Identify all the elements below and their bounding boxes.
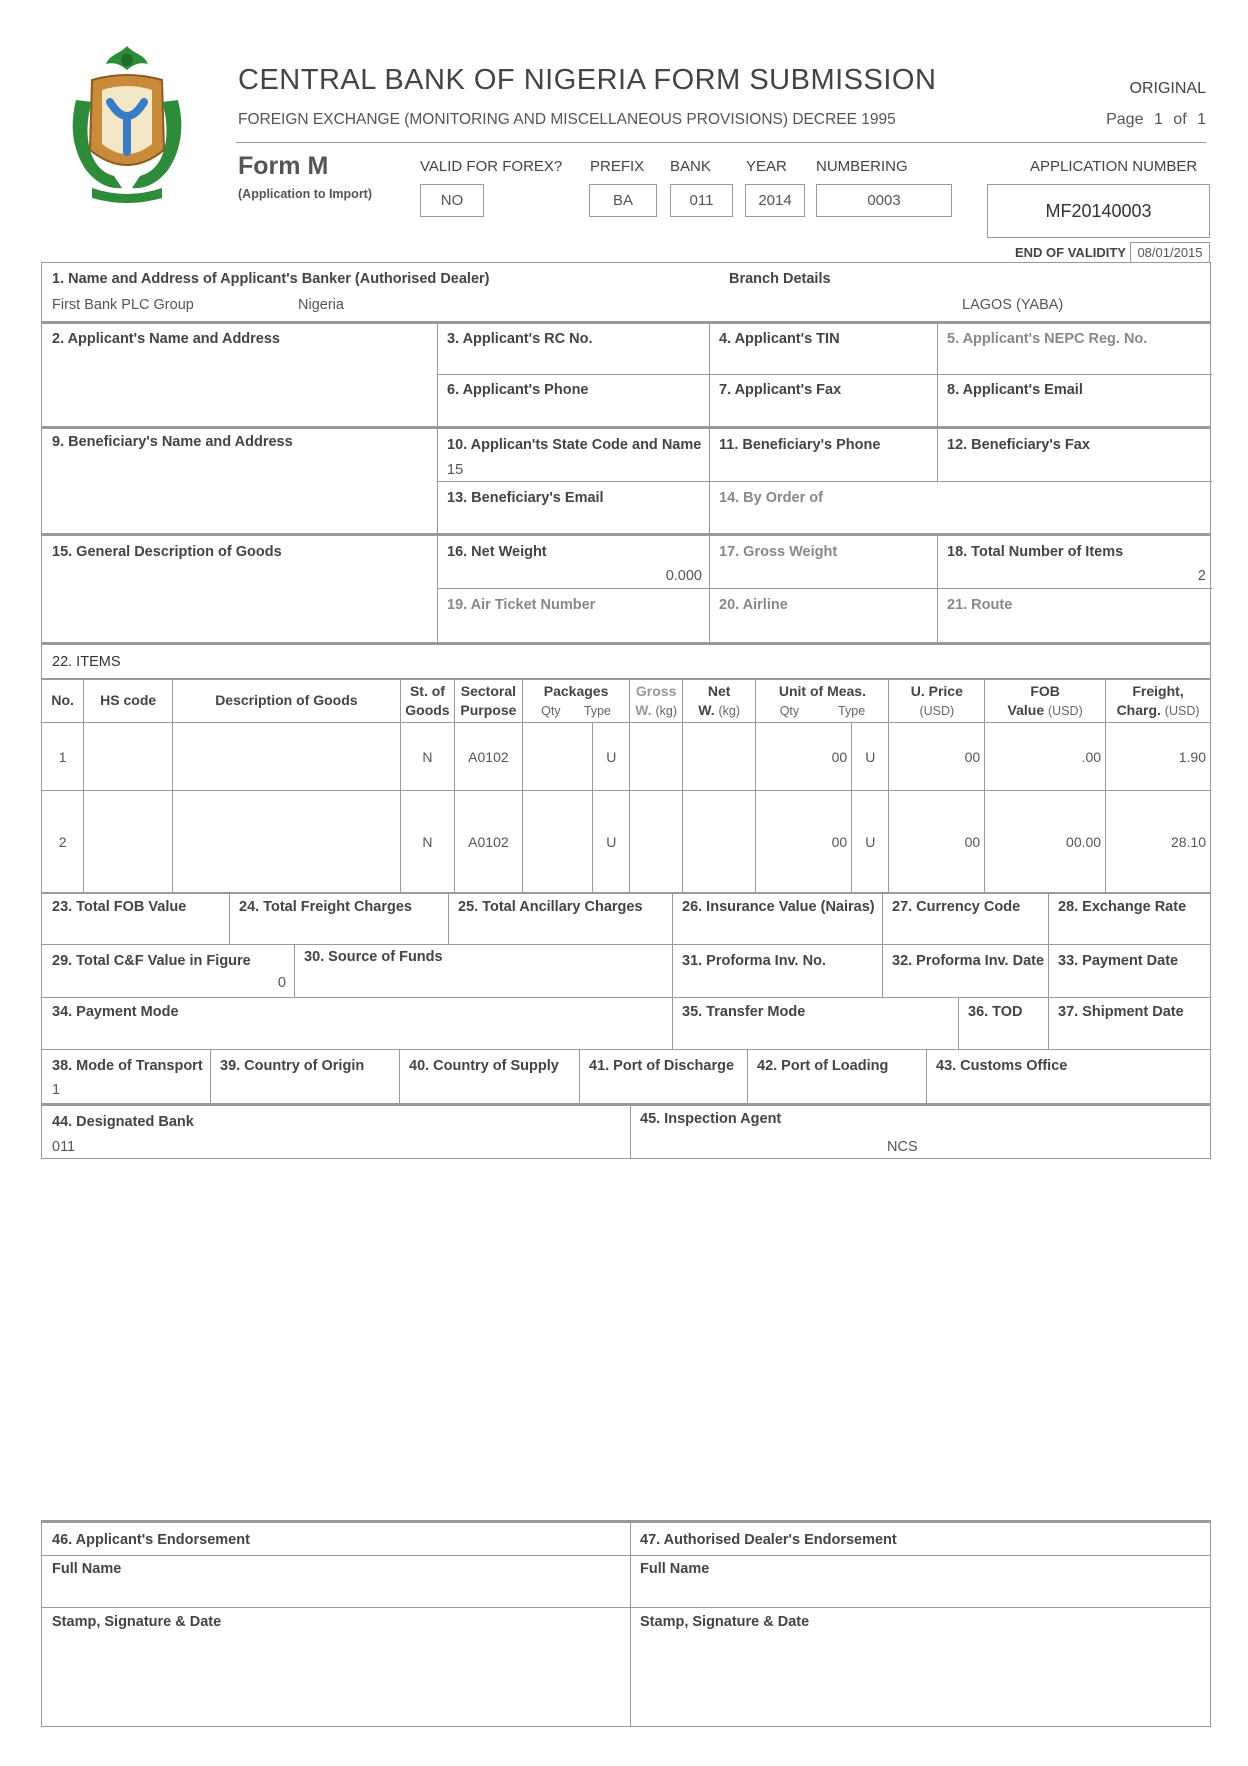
- col-gross-weight: Gross W. (kg): [630, 679, 682, 723]
- row-state: N: [400, 723, 454, 791]
- row-net-weight: [682, 723, 756, 791]
- valid-forex-label: VALID FOR FOREX?: [420, 158, 563, 175]
- items-section-header: [41, 642, 1211, 680]
- numbering-field: 0003: [816, 184, 952, 217]
- source-of-funds-label: 30. Source of Funds: [304, 949, 443, 965]
- banker-country: Nigeria: [298, 297, 344, 313]
- country-supply-label: 40. Country of Supply: [409, 1058, 559, 1074]
- tod-label: 36. TOD: [968, 1004, 1023, 1020]
- application-number-label: APPLICATION NUMBER: [1030, 158, 1198, 175]
- col-hs-code: HS code: [84, 679, 173, 723]
- inspection-agent-value: NCS: [887, 1139, 918, 1155]
- applicant-endorsement-label: 46. Applicant's Endorsement: [52, 1532, 250, 1548]
- branch-details-label: Branch Details: [729, 271, 831, 287]
- applicant-state-code: 15: [447, 462, 464, 478]
- applicant-section: [41, 321, 1211, 427]
- net-weight-value: 0.000: [665, 568, 702, 584]
- year-field: 2014: [745, 184, 805, 217]
- row-uom-qty: 00: [756, 791, 852, 894]
- goods-description-label: 15. General Description of Goods: [52, 544, 282, 560]
- dealer-stamp-label: Stamp, Signature & Date: [640, 1614, 810, 1630]
- applicant-stamp-label: Stamp, Signature & Date: [52, 1614, 222, 1630]
- by-order-of-label: 14. By Order of: [719, 490, 823, 506]
- payment-date-label: 33. Payment Date: [1058, 953, 1179, 969]
- row-gross-weight: [630, 791, 682, 894]
- total-ancillary-label: 25. Total Ancillary Charges: [458, 899, 643, 915]
- transport-mode-label: 38. Mode of Transport: [52, 1058, 203, 1074]
- table-row: [42, 723, 1211, 791]
- copy-label: ORIGINAL: [1129, 80, 1206, 97]
- year-label: YEAR: [746, 158, 787, 175]
- total-fob-label: 23. Total FOB Value: [52, 899, 187, 915]
- transport-row: [41, 1049, 1211, 1104]
- row-freight: 1.90: [1106, 723, 1211, 791]
- form-title: CENTRAL BANK OF NIGERIA FORM SUBMISSION: [238, 64, 937, 96]
- endorsement-section: [41, 1520, 1211, 1727]
- payment-row: [41, 997, 1211, 1050]
- cf-row: [41, 944, 1211, 998]
- banker-label: 1. Name and Address of Applicant's Banker (Authorised Dealer): [52, 271, 490, 287]
- table-row: [42, 791, 1211, 894]
- row-pkg-qty: [522, 791, 593, 894]
- header-divider: [236, 142, 1206, 143]
- prefix-field: BA: [589, 184, 657, 217]
- applicant-full-name-label: Full Name: [52, 1561, 122, 1577]
- inspection-agent-label: 45. Inspection Agent: [640, 1111, 782, 1127]
- row-pkg-type: U: [593, 723, 630, 791]
- valid-forex-field: NO: [420, 184, 484, 217]
- applicant-name-label: 2. Applicant's Name and Address: [52, 331, 280, 347]
- row-fob: .00: [985, 723, 1106, 791]
- airline-label: 20. Airline: [719, 597, 788, 613]
- transport-mode-value: 1: [52, 1082, 61, 1098]
- row-no: 2: [42, 791, 84, 894]
- beneficiary-name-label: 9. Beneficiary's Name and Address: [52, 434, 293, 450]
- row-state: N: [400, 791, 454, 894]
- col-state-of-goods: St. of Goods: [400, 679, 454, 723]
- col-fob-value: FOB Value (USD): [985, 679, 1106, 723]
- transfer-mode-label: 35. Transfer Mode: [682, 1004, 806, 1020]
- row-fob: 00.00: [985, 791, 1106, 894]
- items-table: [41, 678, 1211, 894]
- applicant-rc-label: 3. Applicant's RC No.: [447, 331, 593, 347]
- total-items-label: 18. Total Number of Items: [947, 544, 1124, 560]
- row-pkg-type: U: [593, 791, 630, 894]
- items-table-header: [42, 679, 1211, 723]
- row-description: [172, 723, 400, 791]
- beneficiary-fax-label: 12. Beneficiary's Fax: [947, 437, 1090, 453]
- applicant-nepc-label: 5. Applicant's NEPC Reg. No.: [947, 331, 1148, 347]
- cbn-crest-logo: [62, 40, 192, 210]
- col-sectoral-purpose: Sectoral Purpose: [455, 679, 523, 723]
- applicant-tin-label: 4. Applicant's TIN: [719, 331, 840, 347]
- items-section-label: 22. ITEMS: [52, 654, 121, 670]
- air-ticket-label: 19. Air Ticket Number: [447, 597, 596, 613]
- end-validity-field: 08/01/2015: [1130, 242, 1210, 263]
- banker-name: First Bank PLC Group: [52, 297, 194, 313]
- col-freight-charges: Freight, Charg. (USD): [1106, 679, 1211, 723]
- gross-weight-label: 17. Gross Weight: [719, 544, 838, 560]
- designated-bank-label: 44. Designated Bank: [52, 1114, 194, 1130]
- col-unit-price: U. Price (USD): [889, 679, 985, 723]
- application-number-field: MF20140003: [987, 184, 1210, 238]
- applicant-state-label: 10. Applican'ts State Code and Name: [447, 437, 702, 453]
- row-gross-weight: [630, 723, 682, 791]
- col-description: Description of Goods: [172, 679, 400, 723]
- total-freight-label: 24. Total Freight Charges: [239, 899, 412, 915]
- currency-code-label: 27. Currency Code: [892, 899, 1021, 915]
- net-weight-label: 16. Net Weight: [447, 544, 547, 560]
- row-sectoral: A0102: [455, 791, 523, 894]
- page-current: 1: [1153, 111, 1163, 128]
- prefix-label: PREFIX: [590, 158, 645, 175]
- bank-agent-row: [41, 1103, 1211, 1159]
- shipment-date-label: 37. Shipment Date: [1058, 1004, 1184, 1020]
- form-subtitle: FOREIGN EXCHANGE (MONITORING AND MISCELLANEOUS PROVISIONS) DECREE 1995: [238, 111, 896, 128]
- form-description: (Application to Import): [238, 187, 373, 201]
- bank-field: 011: [670, 184, 733, 217]
- col-net-weight: Net W. (kg): [682, 679, 756, 723]
- page-of: of: [1173, 111, 1187, 128]
- beneficiary-section: [41, 426, 1211, 534]
- goods-section: [41, 533, 1211, 643]
- applicant-phone-label: 6. Applicant's Phone: [447, 382, 589, 398]
- row-uom-type: U: [852, 791, 889, 894]
- row-hs-code: [84, 791, 173, 894]
- numbering-label: NUMBERING: [816, 158, 908, 175]
- row-description: [172, 791, 400, 894]
- total-cf-value: 0: [277, 975, 286, 991]
- insurance-value-label: 26. Insurance Value (Nairas): [682, 899, 875, 915]
- total-items-value: 2: [1197, 568, 1206, 584]
- row-hs-code: [84, 723, 173, 791]
- payment-mode-label: 34. Payment Mode: [52, 1004, 179, 1020]
- row-sectoral: A0102: [455, 723, 523, 791]
- page-indicator: [1106, 111, 1206, 129]
- country-origin-label: 39. Country of Origin: [220, 1058, 365, 1074]
- designated-bank-value: 011: [52, 1139, 76, 1155]
- customs-office-label: 43. Customs Office: [936, 1058, 1068, 1074]
- row-unit-price: 00: [889, 791, 985, 894]
- row-uom-qty: 00: [756, 723, 852, 791]
- proforma-number-label: 31. Proforma Inv. No.: [682, 953, 826, 969]
- branch-name: LAGOS (YABA): [962, 297, 1064, 313]
- col-unit-of-measure: Unit of Meas. Qty Type: [756, 679, 889, 723]
- beneficiary-phone-label: 11. Beneficiary's Phone: [719, 437, 881, 453]
- bank-label: BANK: [670, 158, 711, 175]
- dealer-full-name-label: Full Name: [640, 1561, 710, 1577]
- banker-section: [41, 262, 1211, 322]
- page-label: Page: [1106, 111, 1144, 128]
- beneficiary-email-label: 13. Beneficiary's Email: [447, 490, 604, 506]
- proforma-date-label: 32. Proforma Inv. Date: [892, 953, 1045, 969]
- port-loading-label: 42. Port of Loading: [757, 1058, 889, 1074]
- exchange-rate-label: 28. Exchange Rate: [1058, 899, 1187, 915]
- row-net-weight: [682, 791, 756, 894]
- col-packages: Packages Qty Type: [522, 679, 630, 723]
- row-freight: 28.10: [1106, 791, 1211, 894]
- port-discharge-label: 41. Port of Discharge: [589, 1058, 735, 1074]
- form-name: Form M: [238, 152, 329, 180]
- end-validity-label: END OF VALIDITY: [1015, 245, 1126, 260]
- row-no: 1: [42, 723, 84, 791]
- dealer-endorsement-label: 47. Authorised Dealer's Endorsement: [640, 1532, 897, 1548]
- page-total: 1: [1197, 111, 1206, 128]
- row-unit-price: 00: [889, 723, 985, 791]
- total-cf-label: 29. Total C&F Value in Figure: [52, 953, 251, 969]
- row-pkg-qty: [522, 723, 593, 791]
- totals-row: [41, 892, 1211, 945]
- route-label: 21. Route: [947, 597, 1013, 613]
- col-no: No.: [42, 679, 84, 723]
- applicant-fax-label: 7. Applicant's Fax: [719, 382, 842, 398]
- applicant-email-label: 8. Applicant's Email: [947, 382, 1083, 398]
- row-uom-type: U: [852, 723, 889, 791]
